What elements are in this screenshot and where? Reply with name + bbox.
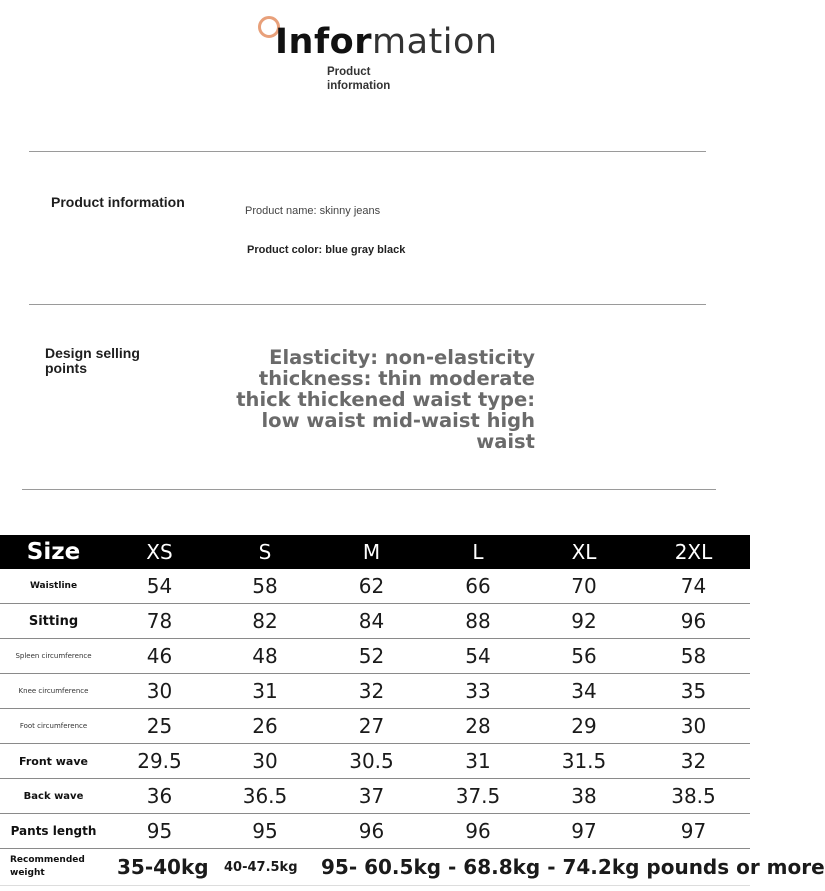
table-cell: 35 [637, 674, 750, 709]
table-cell: 84 [318, 604, 425, 639]
table-row [0, 569, 750, 604]
table-cell: 29 [531, 709, 637, 744]
table-cell: 26 [212, 709, 318, 744]
table-cell: 30 [637, 709, 750, 744]
table-row [0, 604, 750, 639]
size-col-2xl: 2XL [637, 535, 750, 569]
recommended-xs: 35-40kg [107, 849, 212, 886]
table-cell: 54 [425, 639, 531, 674]
size-header-label: Size [0, 535, 107, 569]
row-label: Foot circumference [0, 709, 107, 744]
table-cell: 66 [425, 569, 531, 604]
table-row [0, 814, 750, 849]
recommended-weight-row [0, 849, 750, 886]
table-cell: 54 [107, 569, 212, 604]
table-cell: 27 [318, 709, 425, 744]
product-color: Product color: blue gray black [247, 244, 406, 256]
table-cell: 34 [531, 674, 637, 709]
product-info-label: Product information [51, 194, 185, 210]
table-cell: 88 [425, 604, 531, 639]
table-cell: 31.5 [531, 744, 637, 779]
table-cell: 62 [318, 569, 425, 604]
divider [22, 489, 716, 490]
size-table [0, 535, 825, 886]
size-col-xs: XS [107, 535, 212, 569]
size-col-xl: XL [531, 535, 637, 569]
table-cell: 70 [531, 569, 637, 604]
table-cell: 30 [212, 744, 318, 779]
table-cell: 95 [212, 814, 318, 849]
size-header-row [0, 535, 750, 569]
size-col-s: S [212, 535, 318, 569]
recommended-rest: 95- 60.5kg - 68.8kg - 74.2kg pounds or more [318, 849, 750, 886]
table-cell: 52 [318, 639, 425, 674]
table-row [0, 639, 750, 674]
table-cell: 32 [318, 674, 425, 709]
table-cell: 92 [531, 604, 637, 639]
table-cell: 25 [107, 709, 212, 744]
table-cell: 48 [212, 639, 318, 674]
table-cell: 46 [107, 639, 212, 674]
table-row [0, 674, 750, 709]
table-cell: 28 [425, 709, 531, 744]
table-cell: 95 [107, 814, 212, 849]
divider [29, 151, 706, 152]
table-cell: 37 [318, 779, 425, 814]
table-cell: 29.5 [107, 744, 212, 779]
table-cell: 78 [107, 604, 212, 639]
table-cell: 74 [637, 569, 750, 604]
table-cell: 97 [531, 814, 637, 849]
table-row [0, 744, 750, 779]
recommended-s: 40-47.5kg [212, 849, 318, 886]
table-cell: 36.5 [212, 779, 318, 814]
table-cell: 30 [107, 674, 212, 709]
table-cell: 58 [212, 569, 318, 604]
product-name: Product name: skinny jeans [245, 205, 381, 217]
table-cell: 31 [425, 744, 531, 779]
row-label: Spleen circumference [0, 639, 107, 674]
row-label: Sitting [0, 604, 107, 639]
table-cell: 37.5 [425, 779, 531, 814]
divider [29, 304, 706, 305]
table-cell: 30.5 [318, 744, 425, 779]
row-label: Waistline [0, 569, 107, 604]
table-cell: 32 [637, 744, 750, 779]
table-cell: 38.5 [637, 779, 750, 814]
title-light-part: mation [371, 22, 498, 62]
table-cell: 33 [425, 674, 531, 709]
row-label: Knee circumference [0, 674, 107, 709]
table-cell: 56 [531, 639, 637, 674]
table-cell: 96 [637, 604, 750, 639]
table-cell: 96 [425, 814, 531, 849]
table-cell: 58 [637, 639, 750, 674]
table-cell: 96 [318, 814, 425, 849]
table-row [0, 779, 750, 814]
selling-points-text: Elasticity: non-elasticity thickness: thin moderate thick thickened waist type: low waist mid-waist high waist [236, 346, 535, 453]
page-title [275, 22, 498, 62]
table-cell: 97 [637, 814, 750, 849]
table-row [0, 709, 750, 744]
size-col-m: M [318, 535, 425, 569]
table-cell: 38 [531, 779, 637, 814]
title-bold-part: Infor [275, 22, 372, 62]
table-cell: 31 [212, 674, 318, 709]
recommended-weight-label: Recommended weight [0, 849, 107, 886]
row-label: Front wave [0, 744, 107, 779]
table-cell: 36 [107, 779, 212, 814]
row-label: Back wave [0, 779, 107, 814]
selling-points-label: Design selling points [45, 345, 140, 376]
table-cell: 82 [212, 604, 318, 639]
size-col-l: L [425, 535, 531, 569]
page-subtitle: Product information [327, 66, 391, 92]
row-label: Pants length [0, 814, 107, 849]
